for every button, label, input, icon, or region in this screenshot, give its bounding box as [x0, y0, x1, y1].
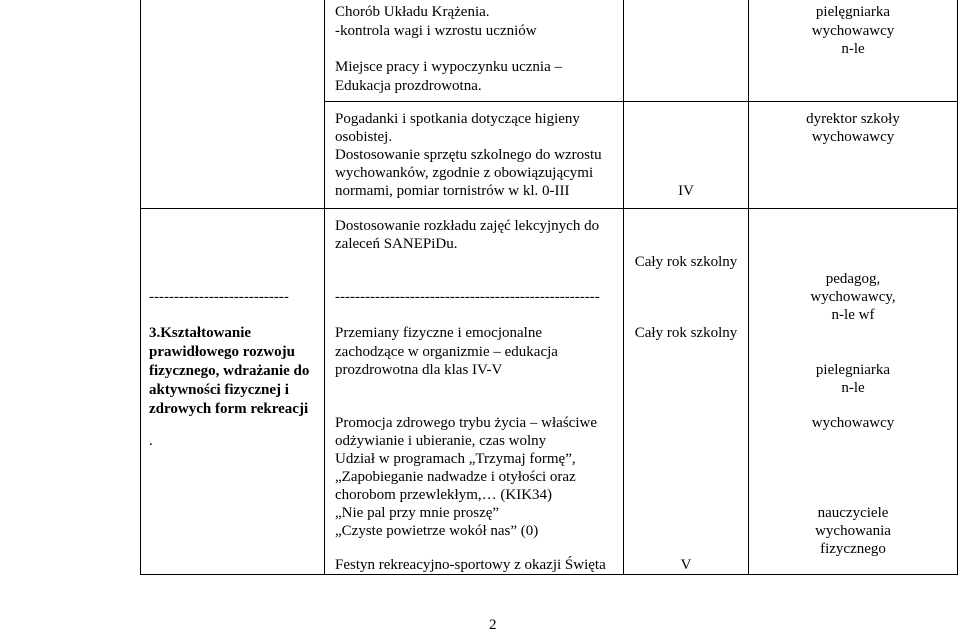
task-text: prozdrowotna dla klas IV-V	[335, 362, 503, 378]
task-text: „Nie pal przy mnie proszę”	[335, 505, 500, 521]
task-text: Dostosowanie rozkładu zajęć lekcyjnych do	[335, 218, 600, 234]
task-text: osobistej.	[335, 129, 393, 145]
responsible-text: n-le wf	[831, 307, 875, 323]
responsible-text: fizycznego	[820, 541, 886, 557]
term-caly-rok-1: Cały rok szkolny	[634, 254, 738, 270]
col1-dot: .	[149, 433, 153, 449]
row-divider-2	[140, 208, 958, 209]
responsible-text: pielęgniarka	[815, 4, 891, 20]
table-right-border	[957, 0, 958, 575]
task-text: wychowanków, zgodnie z obowiązującymi	[335, 165, 594, 181]
responsible-text: pielegniarka	[815, 362, 891, 378]
task-text: zaleceń SANEPiDu.	[335, 236, 458, 252]
task-text: Edukacja prozdrowotna.	[335, 78, 482, 94]
term-v: V	[680, 557, 692, 573]
task-text: normami, pomiar tornistrów w kl. 0-III	[335, 183, 570, 199]
task-text: zachodzące w organizmie – edukacja	[335, 344, 558, 360]
responsible-text: pedagog,	[825, 271, 881, 287]
col1-dashes: ----------------------------	[149, 289, 289, 305]
responsible-text: wychowawcy	[811, 129, 895, 145]
task-text: Festyn rekreacyjno-sportowy z okazji Święta	[335, 557, 606, 573]
task-text: Miejsce pracy i wypoczynku ucznia –	[335, 59, 562, 75]
column-divider-1	[324, 0, 325, 575]
col2-dashes: -----------------------------------------------------	[335, 289, 600, 305]
task-text: Udział w programach „Trzymaj formę”,	[335, 451, 576, 467]
responsible-text: n-le	[841, 380, 865, 396]
section-heading-line-3: fizycznego, wdrażanie do	[149, 363, 310, 379]
task-text: chorobom przewlekłym,… (KIK34)	[335, 487, 553, 503]
responsible-text: wychowawcy,	[810, 289, 896, 305]
column-divider-2	[623, 0, 624, 575]
task-text: Dostosowanie sprzętu szkolnego do wzrostu	[335, 147, 602, 163]
responsible-text: n-le	[841, 41, 865, 57]
responsible-text: wychowania	[815, 523, 891, 539]
task-text: Promocja zdrowego trybu życia – właściwe	[335, 415, 597, 431]
responsible-text: nauczyciele	[817, 505, 889, 521]
page-number: 2	[489, 617, 497, 633]
responsible-text: dyrektor szkoły	[806, 111, 900, 127]
task-text: Chorób Układu Krążenia.	[335, 4, 490, 20]
task-text: „Zapobieganie nadwadze i otyłości oraz	[335, 469, 576, 485]
task-text: Przemiany fizyczne i emocjonalne	[335, 325, 542, 341]
table-left-border	[140, 0, 141, 575]
task-text: odżywianie i ubieranie, czas wolny	[335, 433, 547, 449]
term-caly-rok-2: Cały rok szkolny	[634, 325, 738, 341]
task-text: Pogadanki i spotkania dotyczące higieny	[335, 111, 580, 127]
section-heading-line-4: aktywności fizycznej i	[149, 382, 289, 398]
row-divider-1	[324, 101, 958, 102]
section-heading-line-5: zdrowych form rekreacji	[149, 401, 309, 417]
responsible-text: wychowawcy	[811, 415, 895, 431]
term-iv: IV	[678, 183, 694, 199]
section-heading-line-2: prawidłowego rozwoju	[149, 344, 295, 360]
section-heading-line-1: 3.Kształtowanie	[149, 325, 252, 341]
task-text: -kontrola wagi i wzrostu uczniów	[335, 23, 537, 39]
task-text: „Czyste powietrze wokół nas” (0)	[335, 523, 539, 539]
responsible-text: wychowawcy	[811, 23, 895, 39]
